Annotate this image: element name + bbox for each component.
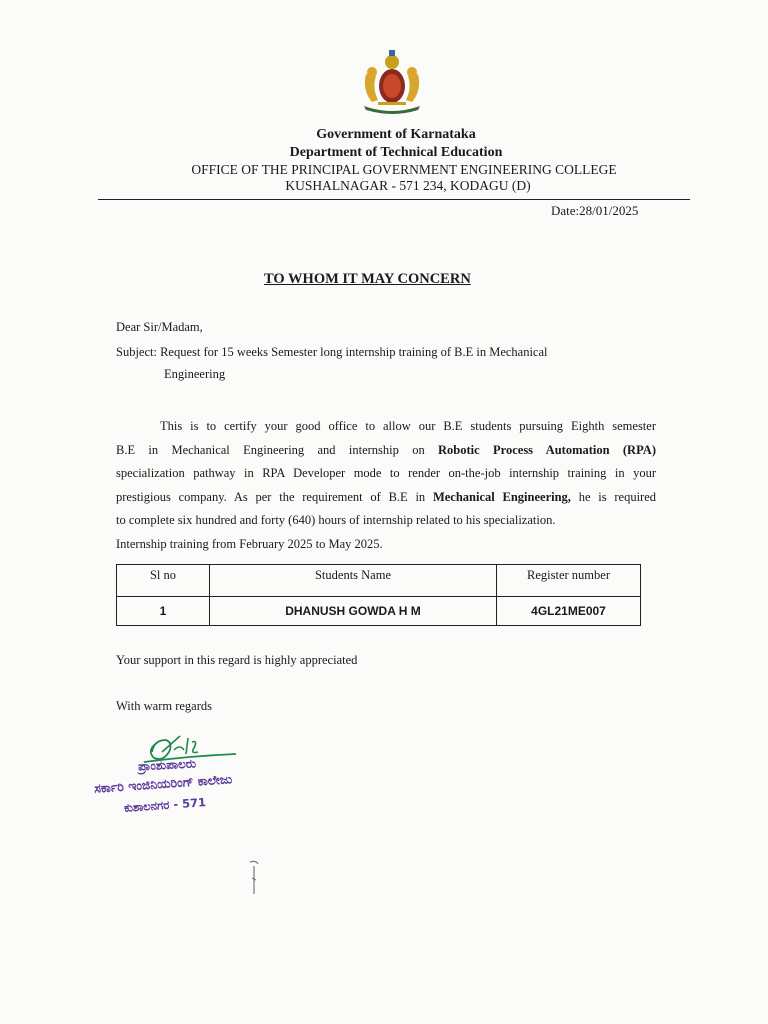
salutation: Dear Sir/Madam,: [116, 320, 203, 334]
stamp-line-3: ಕುಶಾಲನಗರ - 571: [123, 795, 207, 815]
karnataka-emblem-icon: [356, 44, 428, 116]
body-line-3: specialization pathway in RPA Developer mode to render on-the-job internship training in your: [116, 466, 656, 480]
body-line-2: B.E in Mechanical Engineering and internship on Robotic Process Automation (RPA): [116, 442, 656, 457]
header-office: OFFICE OF THE PRINCIPAL GOVERNMENT ENGINEERING COLLEGE: [191, 162, 617, 177]
body-line-4: prestigious company. As per the requirement of B.E in Mechanical Engineering, he is required: [116, 489, 657, 504]
subject-line: Subject: Request for 15 weeks Semester long internship training of B.E in Mechanical: [116, 345, 548, 359]
rpa-emphasis: Robotic Process Automation (RPA): [438, 442, 656, 457]
header-sl-no: Sl no: [117, 565, 210, 597]
table-header-row: [117, 565, 641, 597]
cell-student-name: DHANUSH GOWDA H M: [210, 597, 497, 626]
header-divider: [98, 199, 690, 200]
cell-sl-no: 1: [117, 597, 210, 626]
mechanical-emphasis: Mechanical Engineering,: [432, 489, 571, 504]
subject-line-continued: Engineering: [164, 367, 226, 381]
body-line-1: This is to certify your good office to allow our B.E students pursuing Eighth semester: [160, 419, 656, 433]
students-table: [116, 564, 641, 626]
table-row: [117, 597, 641, 626]
stamp-line-1: ಪ್ರಾಂಶುಪಾಲರು: [137, 756, 197, 774]
college-stamp: [94, 756, 294, 820]
support-text: Your support in this regard is highly appreciated: [116, 653, 358, 667]
header-department: Department of Technical Education: [289, 145, 503, 160]
header-student-name: Students Name: [210, 565, 497, 597]
closing-text: With warm regards: [116, 699, 212, 713]
stamp-line-2: ಸರ್ಕಾರಿ ಇಂಜಿನಿಯರಿಂಗ್ ಕಾಲೇಜು: [93, 771, 233, 796]
letter-date: Date:28/01/2025: [551, 203, 639, 218]
header-register-number: Register number: [497, 565, 641, 597]
header-address: KUSHALNAGAR - 571 234, KODAGU (D): [285, 178, 531, 193]
letter-heading: TO WHOM IT MAY CONCERN: [264, 271, 471, 287]
cell-register-number: 4GL21ME007: [497, 597, 641, 626]
header-government: Government of Karnataka: [316, 127, 476, 142]
body-line-5: to complete six hundred and forty (640) hours of internship related to his specialization.: [116, 513, 556, 527]
body-line-6: Internship training from February 2025 to May 2025.: [116, 536, 383, 551]
pen-mark: [246, 858, 262, 898]
body-paragraph: [116, 415, 656, 556]
